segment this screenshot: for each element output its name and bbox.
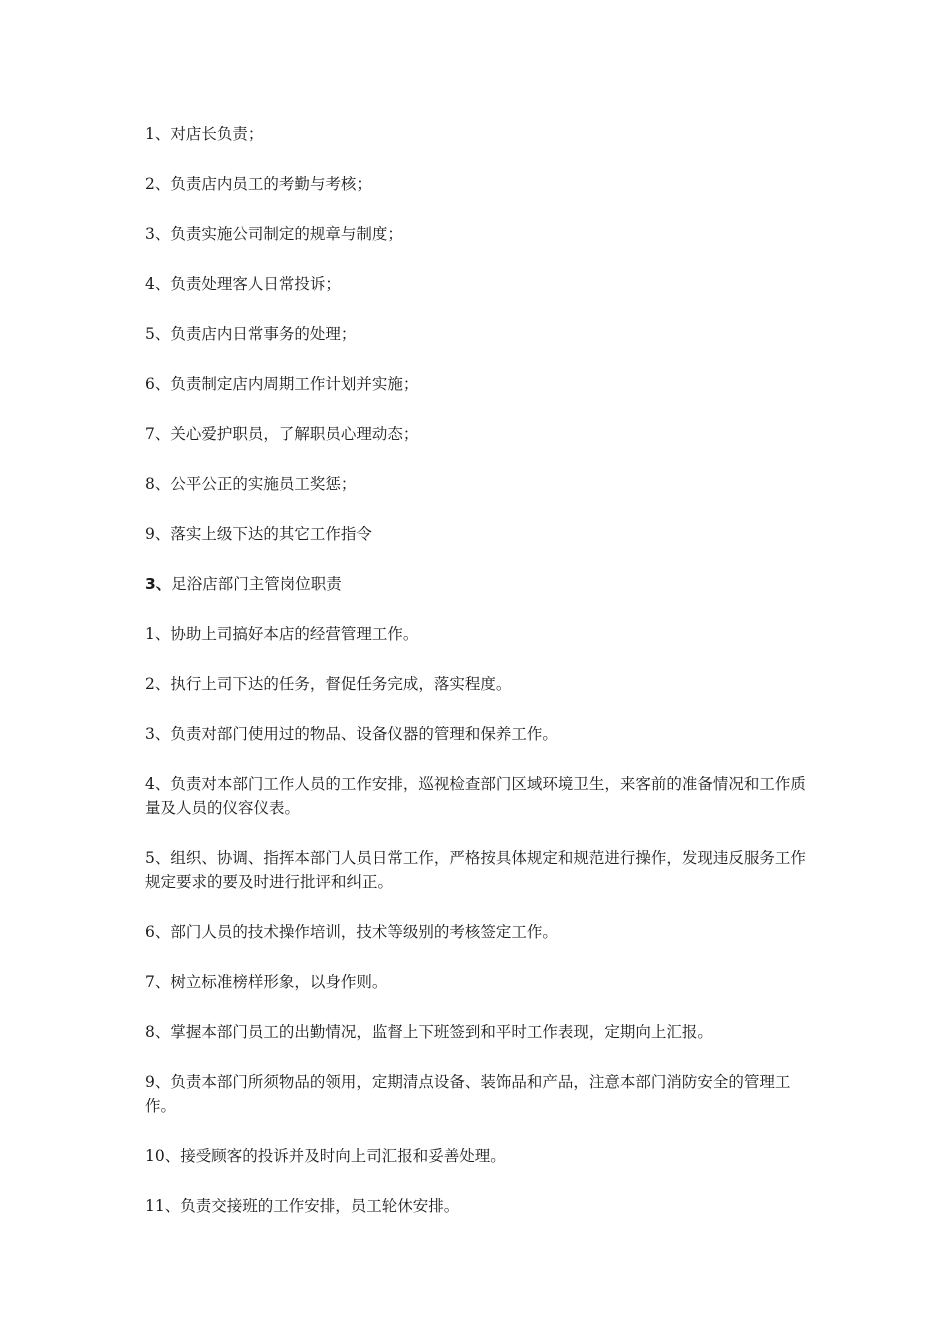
list-item: 8、掌握本部门员工的出勤情况，监督上下班签到和平时工作表现，定期向上汇报。 bbox=[145, 1023, 713, 1041]
list-item: 7、树立标准榜样形象，以身作则。 bbox=[145, 973, 388, 991]
list-item: 6、部门人员的技术操作培训，技术等级别的考核签定工作。 bbox=[145, 923, 558, 941]
list-item: 1、协助上司搞好本店的经营管理工作。 bbox=[145, 625, 419, 643]
section-heading bbox=[145, 572, 810, 596]
list-item: 4、负责对本部门工作人员的工作安排，巡视检查部门区域环境卫生，来客前的准备情况和工作质量及人员的仪容仪表。 bbox=[145, 775, 806, 817]
list-item: 8、公平公正的实施员工奖惩； bbox=[145, 475, 357, 493]
list-item: 7、关心爱护职员，了解职员心理动态； bbox=[145, 425, 419, 443]
list-item: 11、负责交接班的工作安排，员工轮休安排。 bbox=[145, 1197, 460, 1215]
list-item: 4、负责处理客人日常投诉； bbox=[145, 275, 341, 293]
list-item: 6、负责制定店内周期工作计划并实施； bbox=[145, 375, 419, 393]
list-item: 3、负责实施公司制定的规章与制度； bbox=[145, 225, 403, 243]
list-item: 2、执行上司下达的任务，督促任务完成，落实程度。 bbox=[145, 675, 512, 693]
list-item: 3、负责对部门使用过的物品、设备仪器的管理和保养工作。 bbox=[145, 725, 558, 743]
section-heading-number: 3、 bbox=[145, 575, 172, 593]
list-item: 9、负责本部门所须物品的领用，定期清点设备、装饰品和产品，注意本部门消防安全的管理工作。 bbox=[145, 1073, 791, 1115]
list-item: 2、负责店内员工的考勤与考核； bbox=[145, 175, 372, 193]
document-page bbox=[145, 122, 810, 1244]
list-item: 1、对店长负责； bbox=[145, 125, 264, 143]
list-item: 5、负责店内日常事务的处理； bbox=[145, 325, 357, 343]
list-item: 5、组织、协调、指挥本部门人员日常工作，严格按具体规定和规范进行操作，发现违反服务工作规定要求的要及时进行批评和纠正。 bbox=[145, 849, 806, 891]
section-heading-text: 足浴店部门主管岗位职责 bbox=[171, 575, 342, 593]
list-item: 9、落实上级下达的其它工作指令 bbox=[145, 525, 372, 543]
list-item: 10、接受顾客的投诉并及时向上司汇报和妥善处理。 bbox=[145, 1147, 506, 1165]
